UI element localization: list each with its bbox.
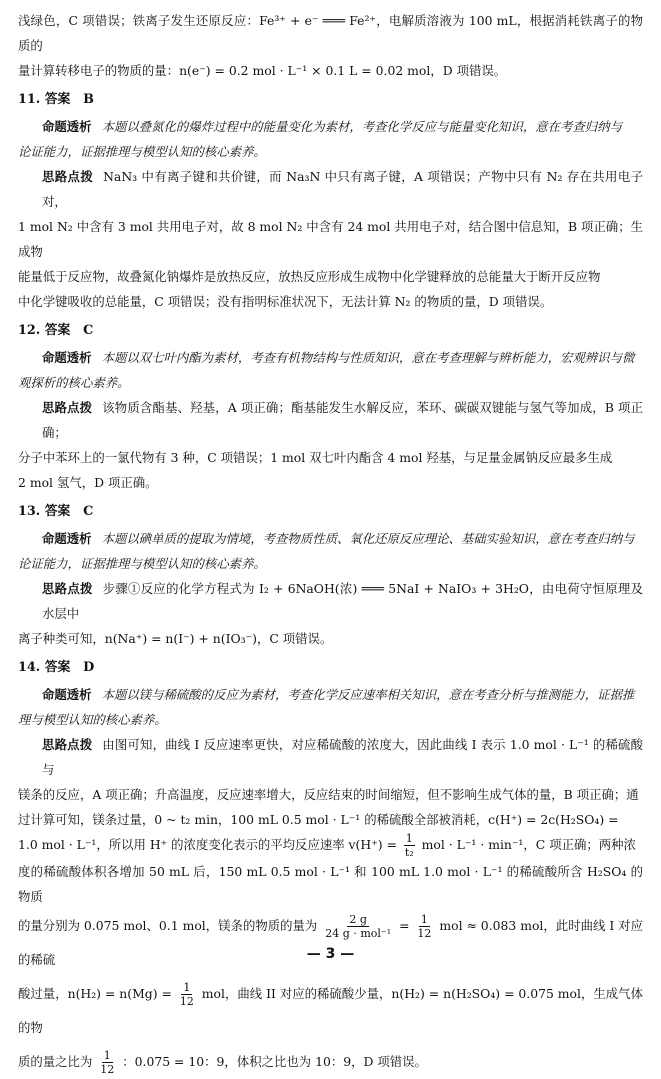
q14-answer-heading: 14. 答案 D xyxy=(18,660,95,675)
fraction-denominator: t₂ xyxy=(404,846,414,859)
q14-hint-text-7-post: mol，曲线 II 对应的稀硫酸少量，n(H₂) = n(H₂SO₄) = 0.075 mol，生成气体的物 xyxy=(18,986,643,1035)
question-14 xyxy=(18,655,643,1079)
q14-hint-text-2: 镁条的反应，A 项正确；升高温度，反应速率增大，反应结束的时间缩短，但不影响生成气体的量，B 项正确；通 xyxy=(18,787,639,802)
equals-sign: = xyxy=(399,918,410,933)
q14-hint-text-4-pre: 1.0 mol · L⁻¹，所以用 H⁺ 的浓度变化表示的平均反应速率 v(H⁺) = xyxy=(18,837,397,852)
q14-hint-text-6-pre: 的量分别为 0.075 mol、0.1 mol，镁条的物质的量为 xyxy=(18,918,318,933)
q12-analysis-text-1: 本题以双七叶内酯为素材，考查有机物结构与性质知识，意在考查理解与辨析能力，宏观辨识与微 xyxy=(101,350,635,365)
q11-answer-heading: 11. 答案 B xyxy=(18,92,94,107)
q14-label-hint: 思路点拨 xyxy=(42,737,93,752)
q14-hint-line-8 xyxy=(18,1045,643,1079)
q13-analysis-text-1: 本题以碘单质的提取为情境，考查物质性质、氧化还原反应理论、基础实验知识，意在考查归纳与 xyxy=(101,531,635,546)
q14-hint-line-6 xyxy=(18,909,643,977)
q11-hint-text-4: 中化学键吸收的总能量，C 项错误；没有指明标准状况下，无法计算 N₂ 的物质的量，D 项错误。 xyxy=(18,294,553,309)
fraction-denominator: 12 xyxy=(179,995,194,1008)
question-13 xyxy=(18,499,643,651)
q13-hint-text-2: 离子种类可知，n(Na⁺) = n(I⁻) + n(IO₃⁻)，C 项错误。 xyxy=(18,631,333,646)
q14-analysis-text-2: 理与模型认知的核心素养。 xyxy=(18,712,167,727)
q13-hint-text-1: 步骤①反应的化学方程式为 I₂ + 6NaOH(浓) ═══ 5NaI + NaIO₃ + 3H₂O，由电荷守恒原理及水层中 xyxy=(42,581,644,621)
fraction-1-over-t2 xyxy=(403,832,416,859)
fraction-mg-mass xyxy=(323,913,393,940)
q14-hint-text-3: 过计算可知，镁条过量，0 ~ t₂ min，100 mL 0.5 mol · L⁻¹ 的稀硫酸全部被消耗，c(H⁺) = 2c(H₂SO₄) = xyxy=(18,812,619,827)
q14-hint-text-8-post: ：0.075 = 10：9，体积之比也为 10：9，D 项错误。 xyxy=(122,1054,427,1069)
q11-label-analysis: 命题透析 xyxy=(42,119,92,134)
fraction-1-over-12 xyxy=(178,981,196,1008)
q13-label-hint: 思路点拨 xyxy=(42,581,93,596)
q12-label-hint: 思路点拨 xyxy=(42,400,93,415)
q11-analysis-text-2: 论证能力，证据推理与模型认知的核心素养。 xyxy=(18,144,266,159)
q11-analysis-text-1: 本题以叠氮化的爆炸过程中的能量变化为素材，考查化学反应与能量变化知识，意在考查归纳与 xyxy=(101,119,622,134)
q12-label-analysis: 命题透析 xyxy=(42,350,92,365)
q14-hint-line-7 xyxy=(18,977,643,1045)
q14-hint-text-7-pre: 酸过量，n(H₂) = n(Mg) = xyxy=(18,986,172,1001)
page-number: — 3 — xyxy=(306,946,355,962)
fraction-1-over-12 xyxy=(415,913,433,940)
q14-analysis-text-1: 本题以镁与稀硫酸的反应为素材，考查化学反应速率相关知识，意在考查分析与推测能力，证据推 xyxy=(101,687,635,702)
fraction-numerator: 1 xyxy=(405,832,413,845)
q14-hint-text-6-post: mol ≈ 0.083 mol，此时曲线 I 对应的稀硫 xyxy=(18,918,643,967)
fraction-denominator: 12 xyxy=(100,1063,115,1076)
fraction-numerator: 1 xyxy=(183,981,191,994)
q13-answer-heading: 13. 答案 C xyxy=(18,504,94,519)
q11-hint-text-1: NaN₃ 中有离子键和共价键，而 Na₃N 中只有离子键，A 项错误；产物中只有 N₂ 存在共用电子对， xyxy=(42,169,643,209)
fraction-numerator: 1 xyxy=(103,1049,111,1062)
q12-analysis-text-2: 观探析的核心素养。 xyxy=(18,375,130,390)
question-12 xyxy=(18,318,643,495)
q14-hint-text-4-post: mol · L⁻¹ · min⁻¹，C 项正确；两种浓 xyxy=(421,837,636,852)
fraction-numerator: 1 xyxy=(420,913,428,926)
q12-hint-text-3: 2 mol 氢气，D 项正确。 xyxy=(18,475,158,490)
q12-hint-text-1: 该物质含酯基、羟基，A 项正确；酯基能发生水解反应，苯环、碳碳双键能与氢气等加成，B 项正确； xyxy=(42,400,643,440)
q11-label-hint: 思路点拨 xyxy=(42,169,94,184)
q12-hint-text-2: 分子中苯环上的一氯代物有 3 种，C 项错误；1 mol 双七叶内酯含 4 mol 羟基，与足量金属钠反应最多生成 xyxy=(18,450,613,465)
q11-hint-text-3: 能量低于反应物，故叠氮化钠爆炸是放热反应，放热反应形成生成物中化学键释放的总能量大于断开反应物 xyxy=(18,269,601,284)
fraction-1-over-12 xyxy=(98,1049,116,1076)
q13-label-analysis: 命题透析 xyxy=(42,531,92,546)
fraction-denominator: 12 xyxy=(417,927,432,940)
q14-hint-line-4 xyxy=(18,832,643,859)
q14-hint-text-1: 由图可知，曲线 I 反应速率更快，对应稀硫酸的浓度大，因此曲线 I 表示 1.0 mol · L⁻¹ 的稀硫酸与 xyxy=(42,737,643,777)
intro-line-2: 量计算转移电子的物质的量：n(e⁻) = 0.2 mol · L⁻¹ × 0.1 L = 0.02 mol，D 项错误。 xyxy=(18,63,507,78)
question-11 xyxy=(18,87,643,314)
q12-answer-heading: 12. 答案 C xyxy=(18,323,94,338)
q11-hint-text-2: 1 mol N₂ 中含有 3 mol 共用电子对，故 8 mol N₂ 中含有 24 mol 共用电子对，结合图中信息知，B 项正确；生成物 xyxy=(18,219,643,259)
fraction-denominator: 24 g · mol⁻¹ xyxy=(325,927,392,940)
q14-hint-text-8-pre: 质的量之比为 xyxy=(18,1054,93,1069)
q13-analysis-text-2: 论证能力，证据推理与模型认知的核心素养。 xyxy=(18,556,266,571)
fraction-numerator: 2 g xyxy=(349,913,367,926)
intro-line-1: 浅绿色，C 项错误；铁离子发生还原反应：Fe³⁺ + e⁻ ═══ Fe²⁺，电解质溶液为 100 mL，根据消耗铁离子的物质的 xyxy=(18,13,643,53)
q14-hint-text-5: 度的稀硫酸体积各增加 50 mL 后，150 mL 0.5 mol · L⁻¹ 和 100 mL 1.0 mol · L⁻¹ 的稀硫酸所含 H₂SO₄ 的物质 xyxy=(18,864,643,904)
q14-label-analysis: 命题透析 xyxy=(42,687,92,702)
